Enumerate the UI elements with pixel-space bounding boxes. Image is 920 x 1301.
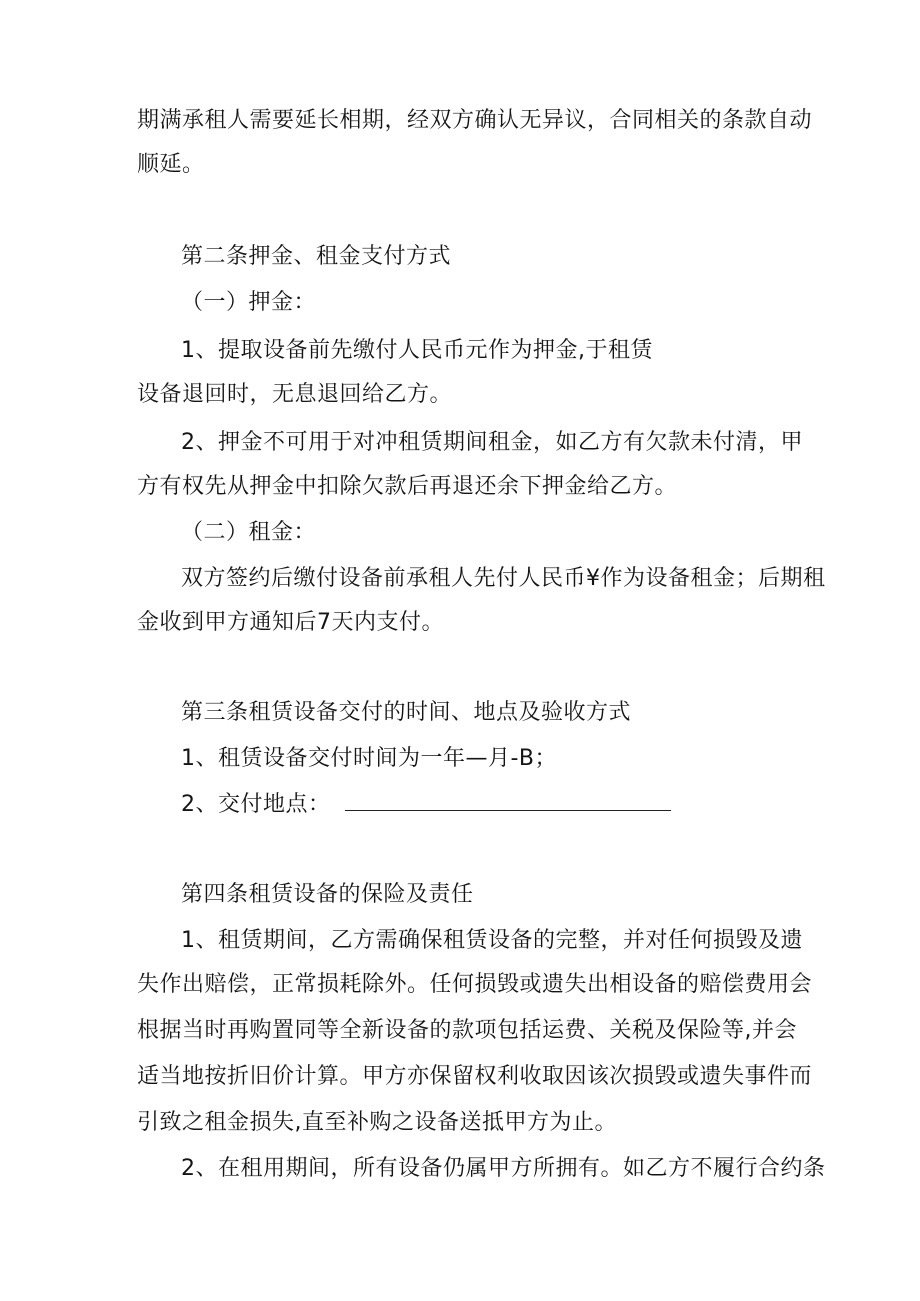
paragraph-line: 2、押金不可用于对冲租赁期间租金，如乙方有欠款未付清，甲: [181, 430, 803, 455]
section-heading: 第三条租赁设备交付的时间、地点及验收方式: [181, 700, 632, 725]
paragraph-line: 金收到甲方通知后7天内支付。: [137, 610, 444, 635]
paragraph-line: 引致之租金损失,直至补购之设备送抵甲方为止。: [137, 1110, 617, 1135]
subsection-heading: （二）租金：: [181, 520, 317, 545]
paragraph-line: 2、在租用期间，所有设备仍属甲方所拥有。如乙方不履行合约条: [181, 1156, 826, 1181]
paragraph-line: 1、租赁设备交付时间为一年—月-B；: [181, 746, 558, 771]
section-heading: 第二条押金、租金支付方式: [181, 244, 452, 269]
delivery-location-blank: [345, 790, 671, 811]
paragraph-line: 1、租赁期间，乙方需确保租赁设备的完整，并对任何损毁及遗: [181, 928, 803, 953]
paragraph-line: 失作出赔偿，正常损耗除外。任何损毁或遗失出相设备的赔偿费用会: [137, 972, 813, 997]
section-heading: 第四条租赁设备的保险及责任: [181, 882, 474, 907]
paragraph-line: 适当地按折旧价计算。甲方亦保留权利收取因该次损毁或遗失事件而: [137, 1064, 813, 1089]
paragraph-line: 方有权先从押金中扣除欠款后再退还余下押金给乙方。: [137, 474, 678, 499]
paragraph-line: 顺延。: [137, 152, 205, 177]
delivery-location-line: [181, 790, 671, 820]
delivery-location-label: 2、交付地点：: [181, 792, 331, 817]
paragraph-line: 双方签约后缴付设备前承租人先付人民币¥作为设备租金；后期租: [181, 566, 826, 591]
paragraph-line: 根据当时再购置同等全新设备的款项包括运费、关税及保险等,并会: [137, 1018, 797, 1043]
paragraph-line: 1、提取设备前先缴付人民币元作为押金,于租赁: [181, 338, 653, 363]
paragraph-line: 期满承租人需要延长相期，经双方确认无异议，合同相关的条款自动: [137, 108, 813, 133]
subsection-heading: （一）押金：: [181, 290, 317, 315]
paragraph-line: 设备退回时，无息退回给乙方。: [137, 382, 453, 407]
